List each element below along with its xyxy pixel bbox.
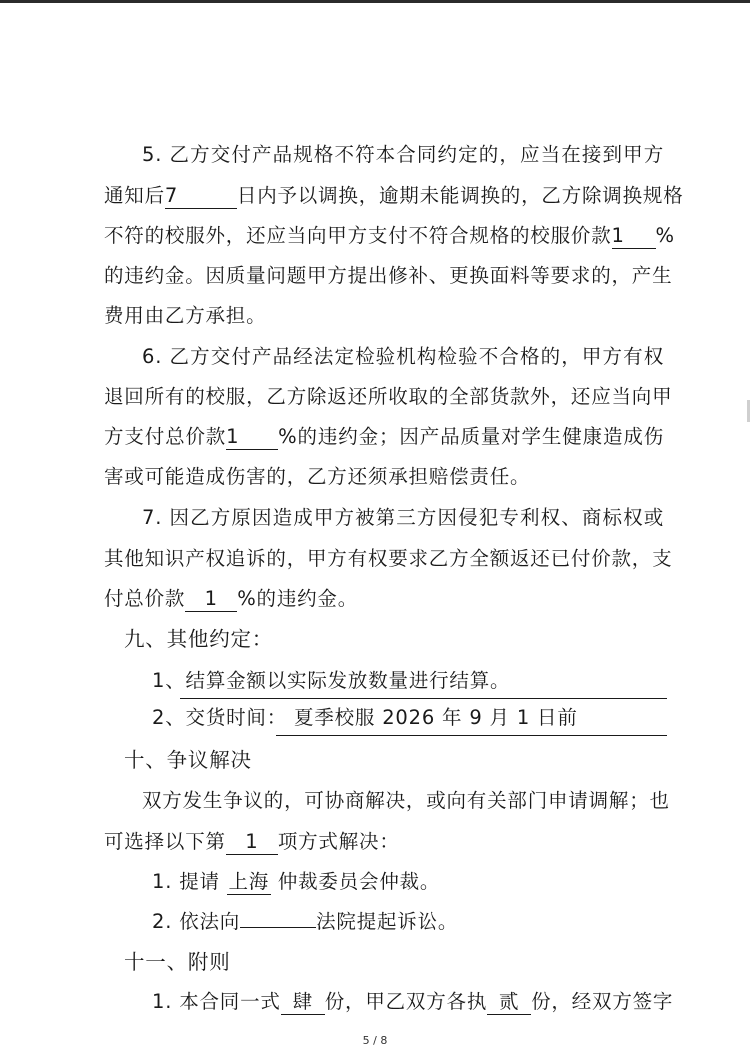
- section10-option1-post: 仲裁委员会仲裁。: [277, 870, 441, 893]
- clause6-line1: 6. 乙方交付产品经法定检验机构检验不合格的，甲方有权: [142, 345, 664, 368]
- clause5-days-field: 7: [165, 184, 237, 209]
- section11-sign-text: 份，经双方签字: [531, 990, 674, 1013]
- clause7-penalty-text: %的违约金。: [237, 587, 359, 610]
- clause5-percent-field: 1: [612, 224, 656, 249]
- clause5-line1: 5. 乙方交付产品规格不符本合同约定的，应当在接到甲方: [142, 143, 664, 166]
- clause6-line3: [104, 423, 664, 451]
- section9-title: 九、其他约定：: [124, 627, 274, 651]
- section10-choose-text: 可选择以下第: [104, 830, 226, 853]
- section9-item2-number: 2、: [152, 706, 186, 729]
- clause6-line2: 退回所有的校服，乙方除返还所收取的全部货款外，还应当向甲: [104, 385, 673, 408]
- section11-each-text: 份，甲乙双方各执: [324, 990, 488, 1013]
- section9-item1-text: 结算金额以实际发放数量进行结算。: [185, 669, 511, 692]
- section11-copies-text: 1. 本合同一式: [152, 990, 281, 1013]
- clause7-line1: 7. 因乙方原因造成甲方被第三方因侵犯专利权、商标权或: [142, 506, 664, 529]
- section11-line1: [152, 988, 673, 1016]
- section11-title: 十一、附则: [124, 950, 231, 974]
- total-copies-field: 肆: [281, 990, 325, 1015]
- clause7-line3: [104, 585, 358, 613]
- clause7-percent-field: 1: [185, 587, 237, 612]
- clause6-penalty-text: %的违约金；因产品质量对学生健康造成伤: [278, 425, 664, 448]
- page-number: 5 / 8: [362, 1034, 388, 1047]
- section10-line1: 双方发生争议的，可协商解决，或向有关部门申请调解；也: [142, 789, 670, 812]
- clause5-notice-text: 通知后: [104, 184, 165, 207]
- scan-edge: [0, 0, 750, 3]
- section9-item2: [152, 704, 578, 732]
- section10-option-field: 1: [226, 830, 278, 855]
- clause5-price-text: 不符的校服外，还应当向甲方支付不符合规格的校服价款: [104, 224, 612, 247]
- section9-item1-underline: [180, 698, 667, 699]
- section10-option2-pre: 2. 依法向: [152, 910, 241, 933]
- clause5-percent-sign: %: [655, 224, 675, 247]
- section9-item1-number: 1、: [152, 669, 186, 692]
- clause6-line4: 害或可能造成伤害的，乙方还须承担赔偿责任。: [104, 465, 531, 488]
- clause6-percent-field: 1: [226, 425, 278, 450]
- clause6-price-text: 方支付总价款: [104, 425, 227, 448]
- section10-title: 十、争议解决: [124, 748, 252, 772]
- copies-each-field: 贰: [487, 990, 531, 1015]
- section10-line2: [104, 828, 400, 856]
- section9-item2-underline: [276, 735, 667, 736]
- section10-method-text: 项方式解决：: [277, 830, 400, 853]
- section9-item1: [152, 667, 510, 695]
- section10-option2-post: 法院提起诉讼。: [316, 910, 459, 933]
- section9-item2-label: 交货时间：: [185, 706, 288, 729]
- arbitration-city-field: 上海: [228, 870, 270, 893]
- clause7-price-text: 付总价款: [104, 587, 186, 610]
- court-field: [240, 927, 316, 928]
- clause5-line3: [104, 222, 675, 250]
- section10-option1-pre: 1. 提请: [152, 870, 220, 893]
- clause5-line2: [104, 182, 684, 210]
- section10-option1: [152, 868, 440, 896]
- clause5-exchange-text: 日内予以调换，逾期未能调换的，乙方除调换规格: [236, 184, 684, 207]
- section9-delivery-date: 夏季校服 2026 年 9 月 1 日前: [294, 706, 578, 729]
- clause5-line4: 的违约金。因质量问题甲方提出修补、更换面料等要求的，产生: [104, 264, 673, 287]
- clause7-line2: 其他知识产权追诉的，甲方有权要求乙方全额返还已付价款，支: [104, 547, 673, 570]
- section10-option2: [152, 908, 458, 936]
- clause5-line5: 费用由乙方承担。: [104, 304, 267, 327]
